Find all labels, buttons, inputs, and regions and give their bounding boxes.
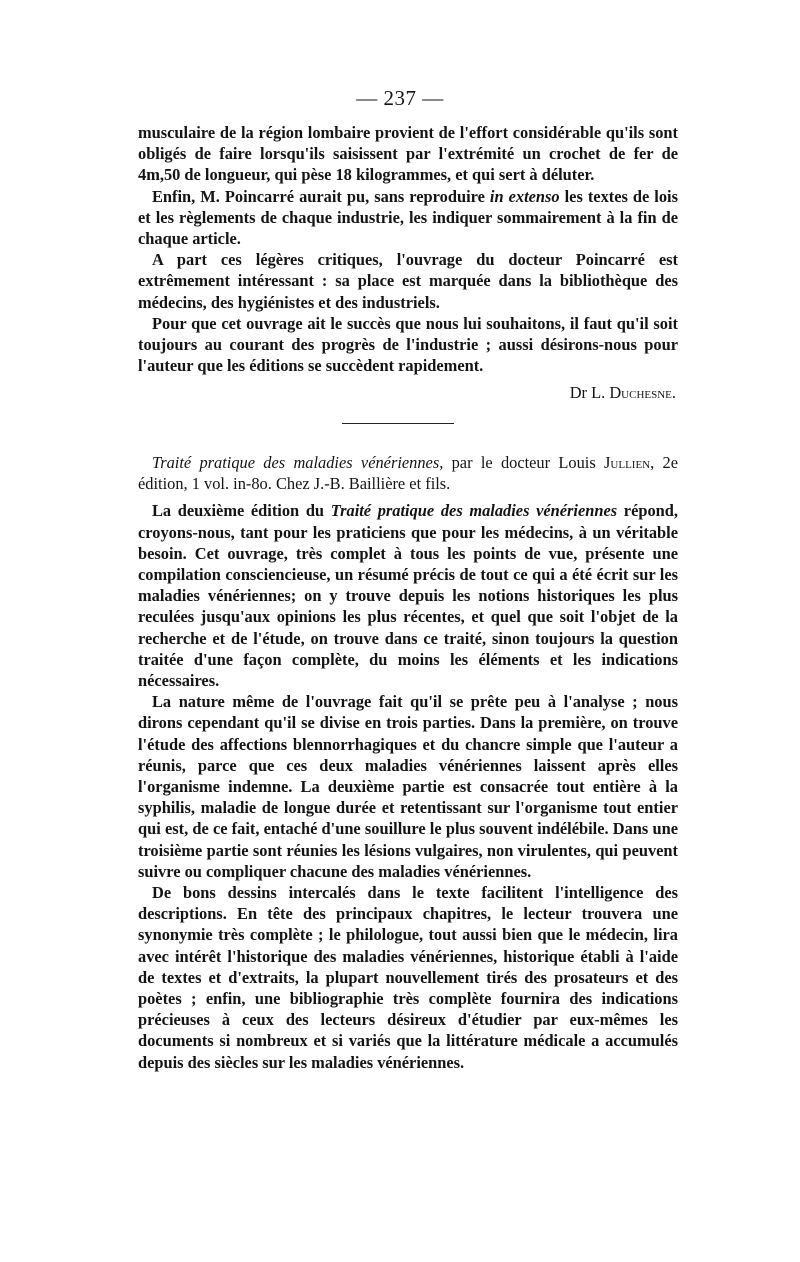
paragraph-dessins: De bons dessins intercalés dans le texte facilitent l'intelligence des descriptions. En tête des principaux chapitres, le lecteur trouvera une synonymie très complète ; le philologue, tout aussi bien que le médecin, lira avec intérêt l'historique des maladies vénériennes, historique établi à l'aide de textes et d'extraits, la plupart nouvellement tirés des prosateurs et des poètes ; enfin, une bibliographie très complète fournira des indications précieuses à ceux des lecteurs désireux d'étudier par eux-mêmes les documents si nombreux et si variés que la littérature médicale a accumulés depuis des siècles sur les maladies vénériennes. [138,883,678,1072]
paragraph-enfin: Enfin, M. Poincarré aurait pu, sans reproduire in extenso les textes de lois et les règlements de chaque industrie, les indiquer sommairement à la fin de chaque article. [138,186,678,249]
page-number: — 237 — [356,86,444,110]
paragraph-nature: La nature même de l'ouvrage fait qu'il se prête peu à l'analyse ; nous dirons cependant qu'il se divise en trois parties. Dans la première, on trouve l'étude des affections blennorrhagiques et du chancre simple que l'auteur a réunis, parce que ces deux maladies vénériennes laissent après elles l'organisme indemne. La deuxième partie est consacrée tout entière à la syphilis, maladie de longue durée et retentissant sur l'organisme tout entier qui est, de ce fait, entaché d'une souillure le plus souvent indélébile. Dans une troisième partie sont réunies les lésions vulgaires, non virulentes, qui peuvent suivre ou compliquer chacune des maladies vénériennes. [138,692,678,881]
signature-prefix: Dr [569,383,588,403]
author-name: Jullien [604,453,651,472]
signature [138,382,678,403]
italic-in-extenso: in extenso [489,186,560,206]
review-jullien [138,452,678,1073]
paragraph-lombaire: musculaire de la région lombaire provient de l'effort considérable qu'ils sont obligés de faire lorsqu'ils saisissent par l'extrémité un crochet de fer de 4m,50 de longueur, qui pèse 18 kilogrammes, et qui sert à déluter. [138,123,678,185]
book-title: Traité pratique des maladies vénériennes, [152,453,444,472]
review-heading: Traité pratique des maladies vénériennes, par le docteur Louis Jullien, 2e édition, 1 vol. in-8o. Chez J.-B. Baillière et fils. [138,453,678,494]
section-divider [342,423,454,424]
paragraph-critiques: A part ces légères critiques, l'ouvrage du docteur Poincarré est extrêmement intéressant : sa place est marquée dans la bibliothèque des médecins, des hygiénistes et des industriels. [138,250,678,312]
paragraph-deuxieme-edition: La deuxième édition du Traité pratique des maladies vénériennes répond, croyons-nous, tant pour les praticiens que pour les médecins, à un véritable besoin. Cet ouvrage, très complet à tous les points de vue, présente une compilation consciencieuse, un résumé précis de tout ce qui a été écrit sur les maladies vénériennes; on y trouve depuis les notions historiques les plus reculées jusqu'aux opinions les plus récentes, et quel que soit l'objet de la recherche et de l'étude, on trouve dans ce traité, sinon toujours la question traitée d'une façon complète, du moins les éléments et les indications nécessaires. [138,501,678,691]
signature-name: L. Duchesne. [591,383,676,403]
italic-book-title-inline: Traité pratique des maladies vénériennes [330,501,618,521]
paragraph-succes: Pour que cet ouvrage ait le succès que nous lui souhaitons, il faut qu'il soit toujours au courant des progrès de l'industrie ; aussi désirons-nous pour l'auteur que les éditions se succèdent rapidement. [138,313,678,376]
review-poincarre-continuation [138,122,678,404]
